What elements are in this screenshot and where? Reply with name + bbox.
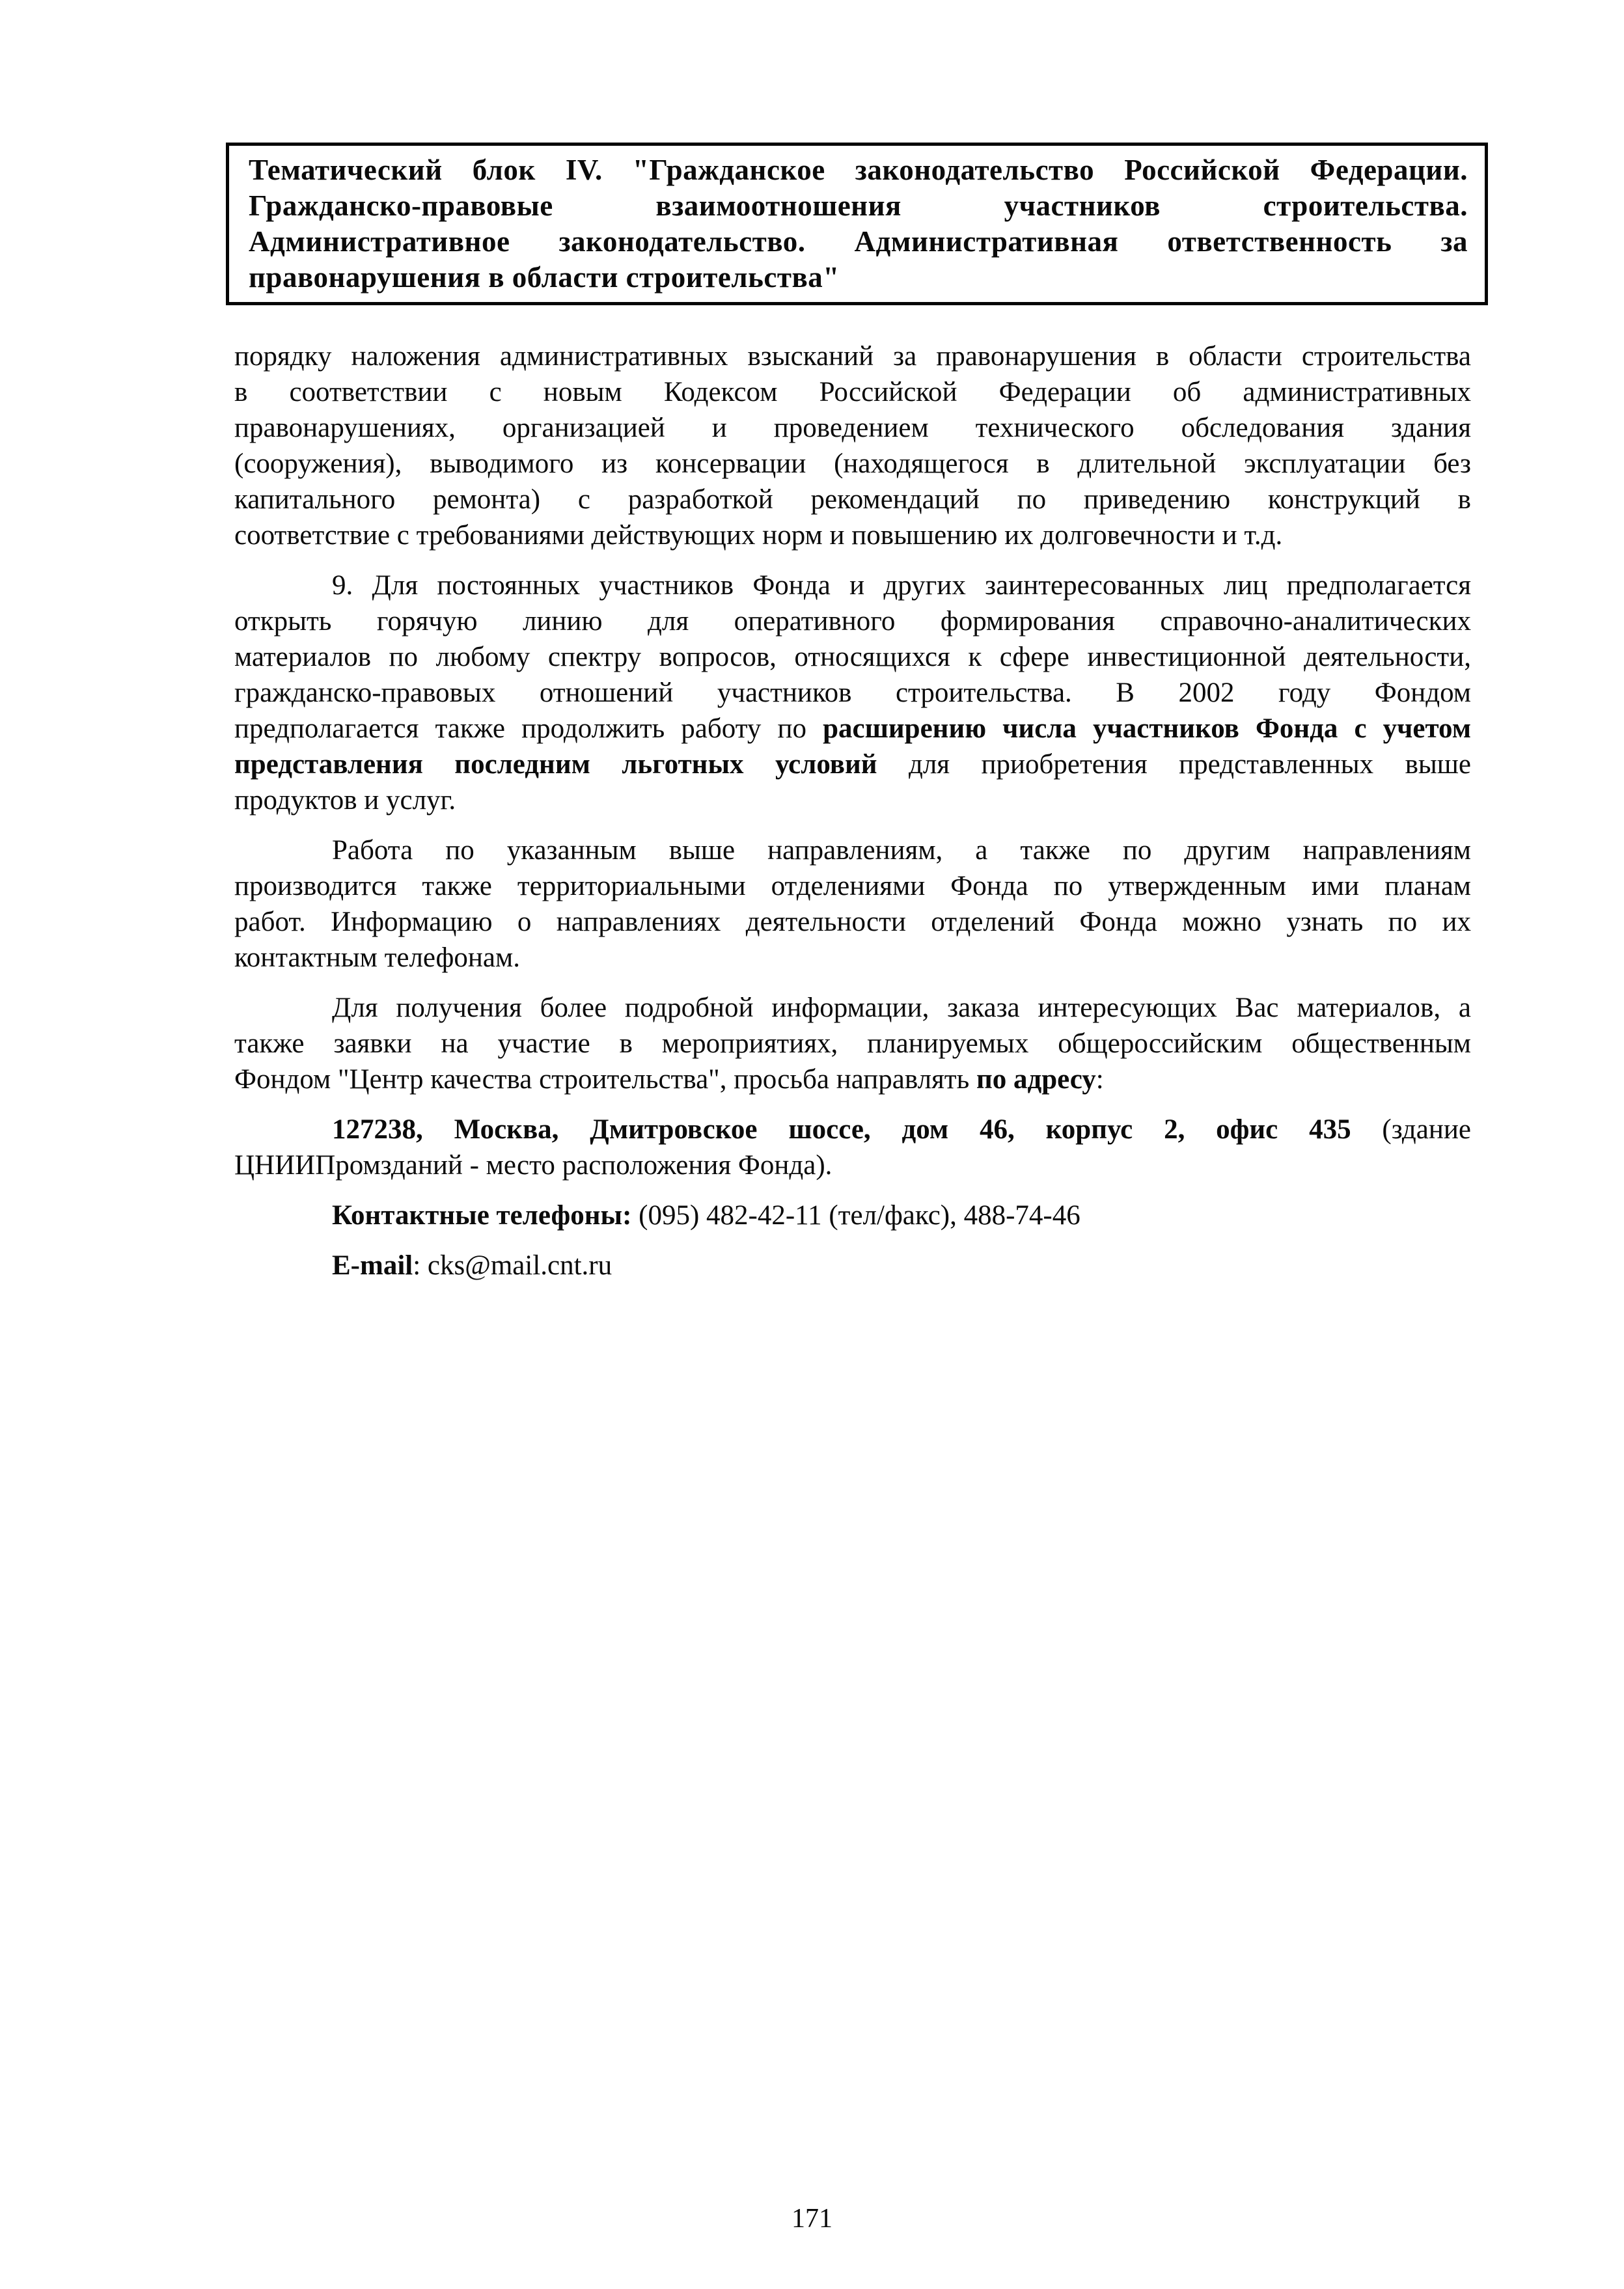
- text-line: [234, 1062, 1471, 1097]
- text-line: [234, 711, 1471, 747]
- paragraph: [234, 1248, 1471, 1283]
- text-segment: представления последним льготных условий: [234, 749, 877, 780]
- text-line: [234, 747, 1471, 782]
- text-segment: Административное законодательство. Административная ответственность за: [249, 225, 1468, 258]
- text-segment: правонарушения в области строительства": [249, 261, 840, 294]
- text-line: [234, 1198, 1471, 1233]
- text-line: [234, 446, 1471, 482]
- text-line: [249, 260, 1468, 295]
- text-line: [234, 374, 1471, 410]
- text-line: [234, 639, 1471, 675]
- text-line: [234, 940, 1471, 976]
- text-line: [234, 904, 1471, 940]
- header-box: [226, 143, 1488, 305]
- text-segment: продуктов и услуг.: [234, 785, 456, 816]
- text-segment: E-mail: [332, 1250, 413, 1281]
- text-segment: Гражданско-правовые взаимоотношения участников строительства.: [249, 189, 1468, 222]
- text-line: [234, 782, 1471, 818]
- text-segment: производится также территориальными отделениями Фонда по утвержденным ими планам: [234, 871, 1471, 901]
- text-segment: открыть горячую линию для оперативного формирования справочно-аналитических: [234, 606, 1471, 637]
- text-segment: по адресу: [976, 1064, 1096, 1095]
- paragraph: [234, 338, 1471, 553]
- text-segment: (095) 482-42-11 (тел/факс), 488-74-46: [631, 1200, 1080, 1231]
- text-segment: 127238, Москва, Дмитровское шоссе, дом 46, корпус 2, офис 435: [332, 1114, 1351, 1145]
- paragraph: [234, 1198, 1471, 1233]
- text-line: [234, 410, 1471, 446]
- text-segment: порядку наложения административных взысканий за правонарушения в области строительства: [234, 341, 1471, 372]
- text-segment: в соответствии с новым Кодексом Российской Федерации об административных: [234, 377, 1471, 407]
- text-line: [234, 1112, 1471, 1147]
- text-line: [234, 482, 1471, 517]
- text-segment: 9. Для постоянных участников Фонда и других заинтересованных лиц предполагается: [332, 570, 1471, 601]
- text-line: [234, 517, 1471, 553]
- text-segment: ЦНИИПромзданий - место расположения Фонда).: [234, 1150, 833, 1181]
- text-segment: Контактные телефоны:: [332, 1200, 632, 1231]
- text-segment: контактным телефонам.: [234, 942, 520, 973]
- text-segment: для приобретения представленных выше: [877, 749, 1471, 780]
- text-segment: Тематический блок IV. "Гражданское законодательство Российской Федерации.: [249, 154, 1468, 186]
- text-segment: гражданско-правовых отношений участников строительства. В 2002 году Фондом: [234, 678, 1471, 708]
- document-body: [234, 338, 1471, 1298]
- text-line: [234, 990, 1471, 1026]
- text-line: [249, 188, 1468, 224]
- text-segment: Для получения более подробной информации, заказа интересующих Вас материалов, а: [332, 993, 1471, 1023]
- text-segment: (сооружения), выводимого из консервации (находящегося в длительной эксплуатации без: [234, 448, 1471, 479]
- text-line: [234, 675, 1471, 711]
- text-segment: также заявки на участие в мероприятиях, планируемых общероссийским общественным: [234, 1028, 1471, 1059]
- text-segment: Работа по указанным выше направлениям, а также по другим направлениям: [332, 835, 1471, 866]
- text-segment: Фондом "Центр качества строительства", просьба направлять: [234, 1064, 976, 1095]
- text-line: [249, 152, 1468, 188]
- text-segment: правонарушениях, организацией и проведением технического обследования здания: [234, 413, 1471, 443]
- text-segment: предполагается также продолжить работу по: [234, 713, 823, 744]
- text-line: [234, 1248, 1471, 1283]
- text-line: [249, 224, 1468, 260]
- text-line: [234, 603, 1471, 639]
- paragraph: [234, 1112, 1471, 1183]
- text-segment: капитального ремонта) с разработкой рекомендаций по приведению конструкций в: [234, 484, 1471, 515]
- paragraph: [234, 990, 1471, 1097]
- text-segment: расширению числа участников Фонда с учетом: [823, 713, 1472, 744]
- text-segment: (здание: [1351, 1114, 1471, 1145]
- text-segment: работ. Информацию о направлениях деятельности отделений Фонда можно узнать по их: [234, 907, 1471, 937]
- paragraph: [234, 832, 1471, 976]
- text-line: [234, 868, 1471, 904]
- text-line: [234, 1026, 1471, 1062]
- text-line: [234, 568, 1471, 603]
- text-line: [234, 832, 1471, 868]
- paragraph: [234, 568, 1471, 818]
- page-number: 171: [791, 2204, 833, 2234]
- text-line: [234, 1147, 1471, 1183]
- text-line: [234, 338, 1471, 374]
- text-segment: :: [1095, 1064, 1104, 1095]
- text-segment: материалов по любому спектру вопросов, относящихся к сфере инвестиционной деятельности,: [234, 642, 1471, 672]
- text-segment: : cks@mail.cnt.ru: [413, 1250, 612, 1281]
- text-segment: соответствие с требованиями действующих норм и повышению их долговечности и т.д.: [234, 520, 1283, 551]
